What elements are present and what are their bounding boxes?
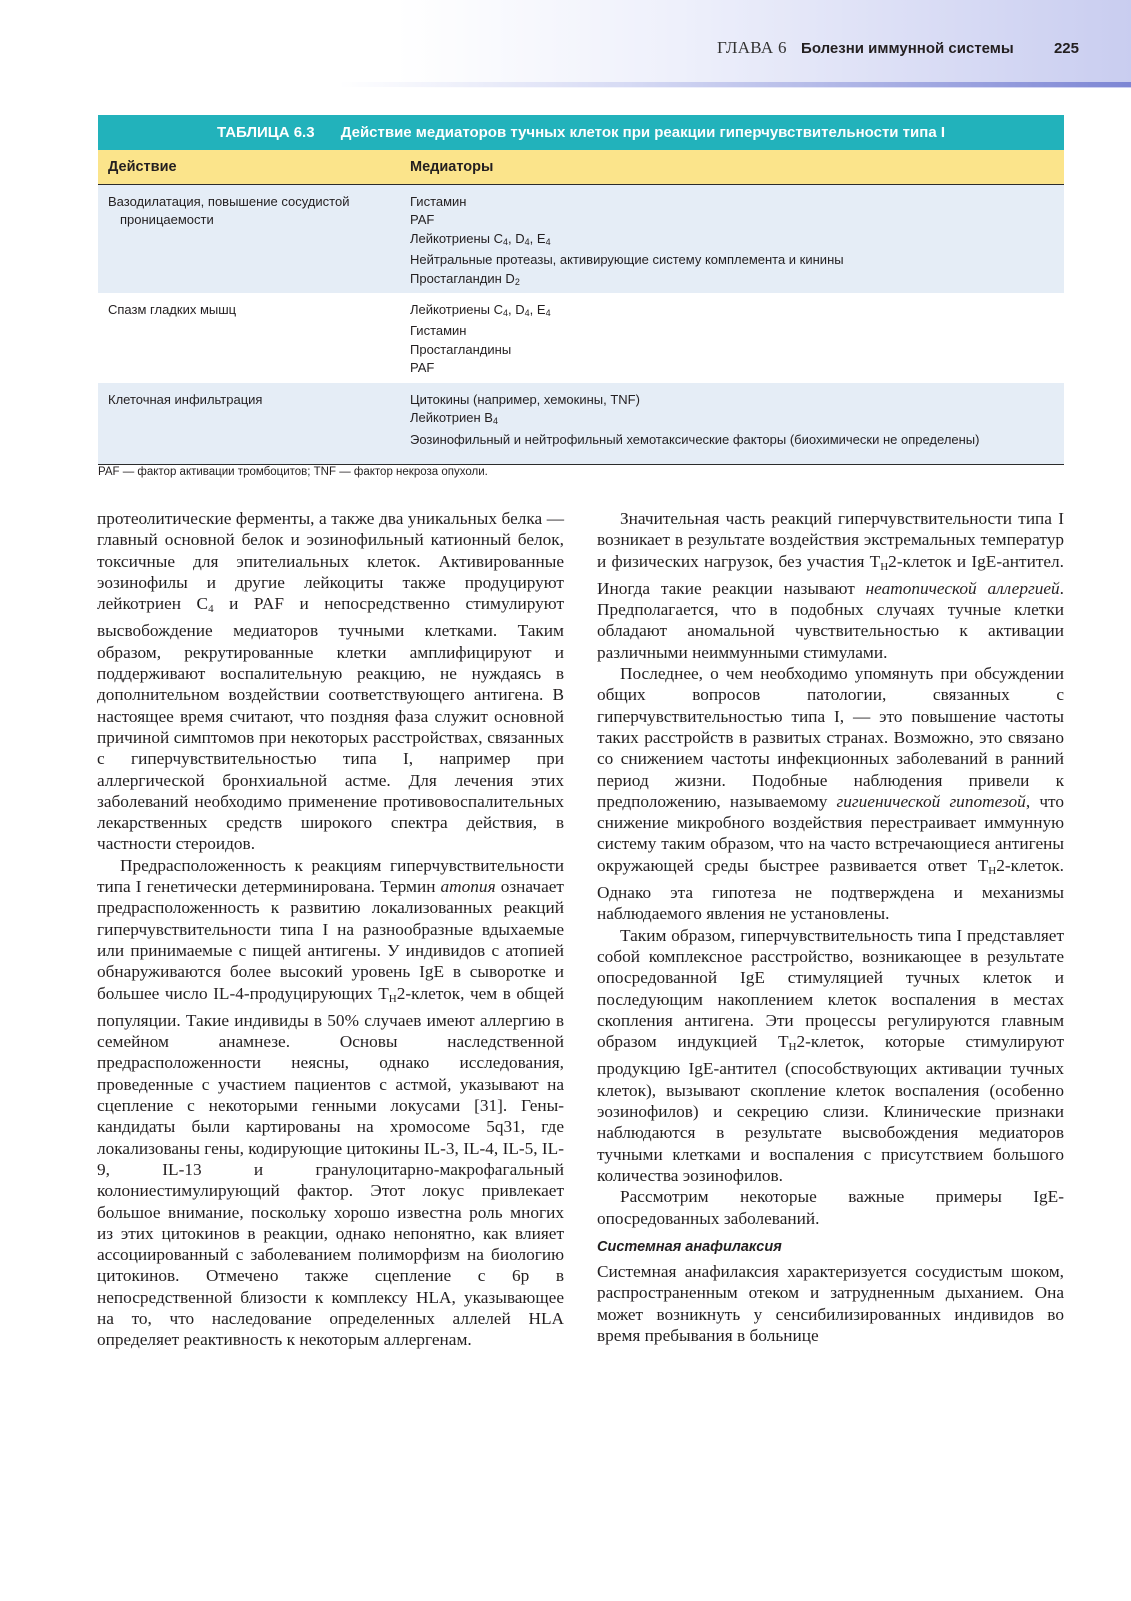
term-emphasis: атопия bbox=[440, 877, 496, 897]
table-caption-title: Действие медиаторов тучных клеток при реакции гиперчувствительности типа I bbox=[340, 124, 945, 141]
mediator: Эозинофильный и нейтрофильный хемотаксические факторы (биохимически не определены) bbox=[410, 431, 980, 447]
table-row bbox=[98, 293, 1064, 383]
header-mediators: Медиаторы bbox=[410, 159, 494, 175]
table-header-row bbox=[98, 150, 1064, 185]
left-text-column bbox=[97, 508, 564, 1351]
table-row bbox=[98, 383, 1064, 465]
mediator: Простагландин $D_2$ bbox=[410, 270, 520, 287]
table-row bbox=[98, 185, 1064, 293]
mediator: Лейкотриены $C_4$, $D_4$, $E_4$ bbox=[410, 230, 551, 247]
section-subheading: Системная анафилаксия bbox=[597, 1238, 782, 1255]
mediator: Простагландины bbox=[410, 341, 512, 357]
paragraph: Значительная часть реакций гиперчувствительности типа I возникает в результате воздействия экстремальных температур и физических нагрузок, без участия TH2-клеток и IgE-антител. Иногда такие реакции называют неатопической аллергией. Предполагается, что в подобных случаях тучные клетки обладают аномальной чувствительностью к активации различными неиммунными стимулами. bbox=[597, 509, 1064, 662]
table-caption bbox=[98, 115, 1064, 150]
header-action: Действие bbox=[108, 159, 177, 175]
term-emphasis: неатопической аллергией bbox=[865, 578, 1060, 598]
paragraph: Рассмотрим некоторые важные примеры IgE-опосредованных заболеваний. bbox=[597, 1187, 1064, 1228]
paragraph: Таким образом, гиперчувствительность типа I представляет собой комплексное расстройство, возникающее в результате опосредованной IgE стимуляцией тучных клеток и последующим накоплением клеток воспаления в местах скопления антигена. Эти процессы регулируются главным образом индукцией TH2-клеток, которые стимулируют продукцию IgE-антител (способствующих активации тучных клеток), вызывают скопление клеток воспаления (особенно эозинофилов) и секрецию слизи. Клинические признаки наблюдаются в результате высвобождения медиаторов тучными клетками и воспаления с присутствием большого количества эозинофилов. bbox=[597, 925, 1064, 1185]
action-text: Вазодилатация, повышение сосудистой bbox=[108, 194, 350, 209]
mediator: Лейкотриены $C_4$, $D_4$, $E_4$ bbox=[410, 302, 551, 318]
right-text-column bbox=[597, 508, 1064, 1346]
mediator: Лейкотриен $B_4$ bbox=[410, 410, 498, 427]
paragraph: протеолитические ферменты, а также два уникальных белка — главный основной белок и эозинофильный катионный белок, токсичные для эпителиальных клеток. Активированные эозинофилы и другие лейкоциты также продуцируют лейкотриен C4 и PAF и непосредственно стимулируют высвобождение медиаторов тучными клетками. Таким образом, рекрутированные клетки амплифицируют и поддерживают воспалительную реакцию, не нуждаясь в дополнительном воздействии соответствующего антигена. В настоящее время считают, что поздняя фаза служит основной причиной симптомов при некоторых расстройствах, связанных с гиперчувствительностью типа I, например при аллергической бронхиальной астме. Для лечения этих заболеваний необходимо применение противовоспалительных лекарственных средств широкого спектра действия, в частности стероидов. bbox=[97, 509, 565, 854]
action-cell bbox=[98, 391, 410, 464]
mediator: Цитокины (например, хемокины, TNF) bbox=[410, 392, 640, 407]
mediators-cell bbox=[410, 391, 1064, 464]
mediator: Гистамин bbox=[410, 194, 467, 209]
mediator: Гистамин bbox=[410, 323, 467, 339]
mediator: PAF bbox=[410, 212, 435, 228]
paragraph: Предрасположенность к реакциям гиперчувствительности типа I генетически детерминирована. Термин атопия означает предрасположенность к развитию локализованных реакций гиперчувствительности типа I на разнообразные вдыхаемые или принимаемые с пищей антигены. У индивидов с атопией обнаруживаются более высокий уровень IgE в сыворотке и большее число IL-4-продуцирующих TH2-клеток, чем в общей популяции. Такие индивиды в 50% случаев имеют аллергию в семейном анамнезе. Основы наследственной предрасположенности неясны, однако исследования, проведенные с участием пациентов с астмой, указывают на сцепление с некоторыми генными локусами [31]. Гены-кандидаты были картированы на хромосоме 5q31, где локализованы гены, кодирующие цитокины IL-3, IL-4, IL-5, IL-9, IL-13 и гранулоцитарно-макрофагальный колониестимулирующий фактор. Этот локус привлекает большое внимание, поскольку хорошо известна роль многих из этих цитокинов в реакции, однако непонятно, как влияет ассоциированный с заболеванием полиморфизм на биологию цитокинов. Отмечено также сцепление с 6p в непосредственной близости к комплексу HLA, указывающее на то, что наследование определенных аллелей HLA определяет реактивность к некоторым аллергенам. bbox=[97, 855, 564, 1350]
mediator: PAF bbox=[410, 360, 435, 376]
mediators-cell bbox=[410, 301, 1064, 383]
action-cell bbox=[98, 301, 410, 383]
page-number: 225 bbox=[1053, 40, 1079, 57]
action-text: проницаемости bbox=[120, 212, 214, 228]
paragraph: Последнее, о чем необходимо упомянуть при обсуждении общих вопросов патологии, связанных с гиперчувствительностью типа I, — это повышение частоты таких расстройств в развитых странах. Возможно, это связано со снижением частоты инфекционных заболеваний в ранний период жизни. Подобные наблюдения привели к предположению, называемому гигиенической гипотезой, что снижение микробного воздействия перестраивает иммунную систему таким образом, что на часто встречающиеся антигены окружающей среды быстрее развивается ответ TH2-клеток. Однако эта гипотеза не подтверждена и механизмы наблюдаемого явления не установлены. bbox=[597, 664, 1064, 924]
mediators-table bbox=[98, 115, 1064, 465]
action-text: Клеточная инфильтрация bbox=[108, 392, 263, 407]
term-emphasis: гигиенической гипотезой bbox=[836, 791, 1026, 811]
header-rule bbox=[0, 82, 1131, 87]
paragraph: Системная анафилаксия характеризуется сосудистым шоком, распространенным отеком и затрудненным дыханием. Она может возникнуть у сенсибилизированных индивидов во время пребывания в больнице bbox=[597, 1262, 1064, 1345]
mediators-cell bbox=[410, 193, 1064, 293]
action-cell bbox=[98, 193, 410, 293]
table-caption-label: ТАБЛИЦА 6.3 bbox=[216, 124, 315, 141]
chapter-label: ГЛАВА 6 bbox=[717, 38, 787, 57]
chapter-title: Болезни иммунной системы bbox=[801, 40, 1014, 57]
table-footnote: PAF — фактор активации тромбоцитов; TNF — фактор некроза опухоли. bbox=[98, 466, 488, 478]
running-header bbox=[717, 38, 1079, 58]
action-text: Спазм гладких мышц bbox=[108, 302, 237, 317]
mediator: Нейтральные протеазы, активирующие систему комплемента и кинины bbox=[410, 252, 844, 268]
